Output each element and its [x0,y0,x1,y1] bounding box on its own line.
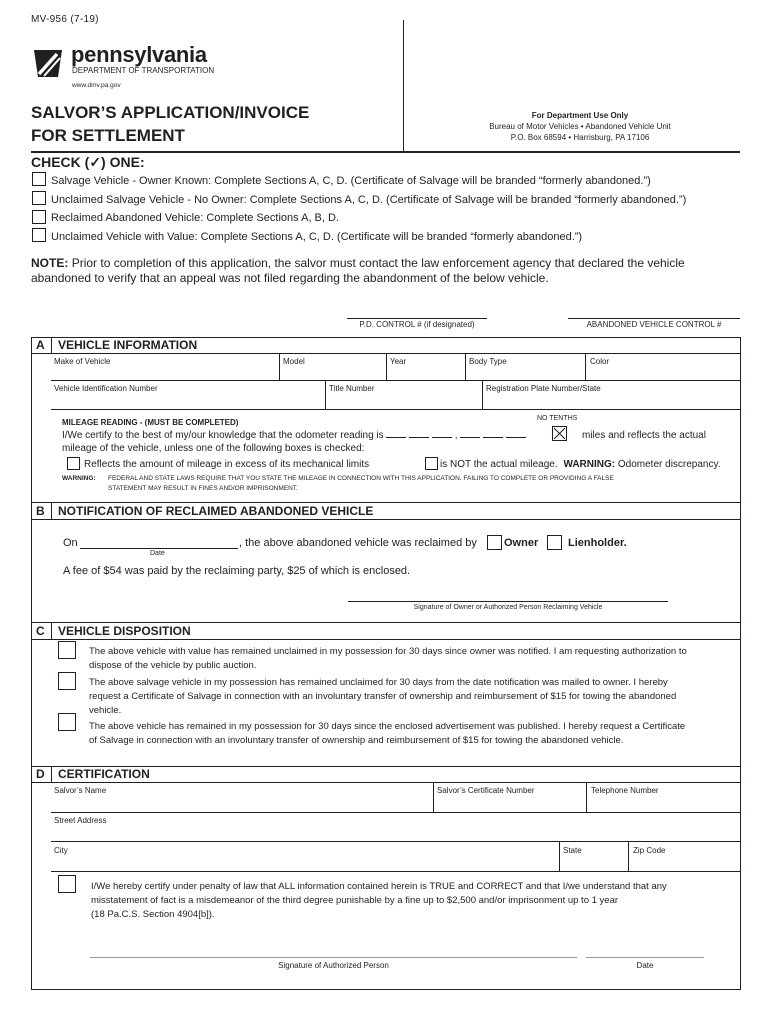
frame-left [31,337,32,990]
discrepancy-warning-text: Odometer discrepancy. [617,459,721,470]
odometer-digits-input-2[interactable] [409,437,429,438]
section-c-letter-divider [51,622,52,639]
disposition-2-checkbox[interactable] [58,672,76,690]
a-row2-div2 [482,380,483,409]
make-field-label: Make of Vehicle [54,357,111,366]
a-row2-rule [51,409,741,410]
fee-text: A fee of $54 was paid by the reclaiming party, $25 of which is enclosed. [63,565,411,577]
section-d-title-rule [31,782,741,783]
telephone-label: Telephone Number [591,786,659,795]
mileage-warning-label: WARNING: [62,475,96,482]
signature-date-caption: Date [636,961,654,970]
mileage-excess-label: Reflects the amount of mileage in excess of its mechanical limits [84,459,370,470]
reclaimed-by-lienholder-label: Lienholder. [568,537,627,549]
no-tenths-x-box-icon [552,426,567,441]
agency-department: DEPARTMENT OF TRANSPORTATION [72,66,215,75]
a-row1-div1 [279,353,280,380]
d-row3-div2 [628,841,629,871]
disposition-2-line3: vehicle. [89,705,122,716]
section-a-letter: A [36,338,45,352]
odometer-certify-line2: mileage of the vehicle, unless one of the following boxes is checked: [62,443,365,454]
note-label: NOTE: [31,256,69,270]
no-tenths-label: NO TENTHS [537,415,578,422]
d-row1-rule [51,812,741,813]
disposition-1-line1: The above vehicle with value has remained unclaimed in my possession for 30 days since owner was notified. I am requesting authorization to [89,646,687,657]
owner-signature-caption: Signature of Owner or Authorized Person Reclaiming Vehicle [413,604,603,611]
mileage-warning-line1: FEDERAL AND STATE LAWS REQUIRE THAT YOU STATE THE MILEAGE IN CONNECTION WITH THIS APPLICATION. FAILING TO COMPLETE OR PROVIDING A FALSE [108,475,614,482]
authorized-signature-line[interactable] [90,957,577,958]
frame-bottom [31,989,741,990]
department-use-line1: Bureau of Motor Vehicles • Abandoned Vehicle Unit [489,122,671,131]
disposition-1-line2: dispose of the vehicle by public auction. [89,660,257,671]
check-option-1-box[interactable] [32,172,46,186]
mileage-not-actual-checkbox[interactable] [425,457,438,470]
street-address-label: Street Address [54,816,107,825]
a-row1-div3 [465,353,466,380]
agency-state: pennsylvania [71,42,207,67]
mileage-excess-checkbox[interactable] [67,457,80,470]
section-a-letter-divider [51,337,52,353]
signature-date-line[interactable] [586,957,704,958]
state-label: State [563,846,582,855]
section-c-top-rule [31,622,741,623]
a-row1-div2 [386,353,387,380]
certification-checkbox[interactable] [58,875,76,893]
salvor-name-label: Salvor’s Name [54,786,107,795]
odometer-certify-suffix: miles and reflects the actual [582,430,706,441]
reclaim-date-input[interactable] [80,548,238,549]
reclaimed-by-lienholder-checkbox[interactable] [547,535,562,550]
mileage-warning-line2: STATEMENT MAY RESULT IN FINES AND/OR IMPRISONMENT. [108,485,298,492]
check-option-2-label: Unclaimed Salvage Vehicle - No Owner: Complete Sections A, C, D. (Certificate of Salvage will be branded “formerly abandoned.”) [51,194,687,206]
d-row2-rule [51,841,741,842]
reclaim-on-label: On [63,537,78,549]
section-d-letter-divider [51,766,52,782]
certification-line3: (18 Pa.C.S. Section 4904[b]). [91,909,215,920]
agency-website: www.dmv.pa.gov [72,82,121,89]
model-field-label: Model [283,357,305,366]
a-row2-div1 [325,380,326,409]
section-b-letter-divider [51,502,52,519]
department-use-heading: For Department Use Only [531,111,629,120]
form-title-line2: FOR SETTLEMENT [31,126,185,145]
disposition-3-text [89,720,734,748]
d-row3-rule [51,871,741,872]
disposition-3-checkbox[interactable] [58,713,76,731]
zip-label: Zip Code [633,846,666,855]
a-row1-rule [51,380,741,381]
d-row1-div1 [433,782,434,812]
certification-text [91,880,731,922]
note-text: Prior to completion of this application, the salvor must contact the law enforcement agency that declared the vehicle abandoned to verify that an appeal was not filed regarding the abandonment of the below vehicle. [31,256,685,285]
header-divider [403,20,404,152]
color-field-label: Color [590,357,610,366]
section-b-title: NOTIFICATION OF RECLAIMED ABANDONED VEHICLE [58,504,374,518]
pd-control-label: P.D. CONTROL # (if designated) [359,320,475,329]
d-row3-div1 [559,841,560,871]
year-field-label: Year [390,357,407,366]
frame-right [740,337,741,990]
section-b-top-rule [31,502,741,503]
section-b-title-rule [31,519,741,520]
d-row1-div2 [586,782,587,812]
disposition-1-text [89,645,734,673]
form-title-line1: SALVOR’S APPLICATION/INVOICE [31,103,310,122]
check-option-1-label: Salvage Vehicle - Owner Known: Complete Sections A, C, D. (Certificate of Salvage will be branded “formerly abandoned.”) [51,175,651,187]
certificate-number-label: Salvor’s Certificate Number [437,786,535,795]
discrepancy-warning-label: WARNING: [563,459,616,470]
section-c-title: VEHICLE DISPOSITION [58,624,191,638]
authorized-signature-caption: Signature of Authorized Person [278,961,389,970]
section-b-letter: B [36,504,45,518]
odometer-digits-input-1[interactable] [386,437,406,438]
check-option-2-box[interactable] [32,191,46,205]
department-use-line2: P.O. Box 68594 • Harrisburg, PA 17106 [510,133,650,142]
certification-line1: I/We hereby certify under penalty of law that ALL information contained herein is TRUE and CORRECT and that I/we understand that any [91,881,667,892]
odometer-digits-input-3[interactable] [432,437,452,438]
title-number-field-label: Title Number [329,384,375,393]
section-c-letter: C [36,624,45,638]
check-option-4-box[interactable] [32,228,46,242]
odometer-certify-prefix: I/We certify to the best of my/our knowledge that the odometer reading is [62,430,384,441]
odometer-certify-line: I/We certify to the best of my/our knowledge that the odometer reading is , [62,430,526,441]
mileage-not-actual-line [440,459,721,470]
section-d-title: CERTIFICATION [58,767,150,781]
disposition-3-line2: of Salvage in connection with an involuntary transfer of ownership and reimbursement of $15 for towing the abandoned vehicle. [89,735,624,746]
check-option-4-label: Unclaimed Vehicle with Value: Complete Sections A, C, D. (Certificate will be branded “formerly abandoned.”) [51,231,583,243]
form-number: MV-956 (7-19) [31,14,99,25]
disposition-3-line1: The above vehicle has remained in my possession for 30 days since the enclosed advertisement was published. I hereby request a Certificate [89,721,686,732]
mileage-not-actual-label: is NOT the actual mileage. [440,459,558,470]
odometer-digits-input-4[interactable] [460,437,480,438]
check-option-3-label: Reclaimed Abandoned Vehicle: Complete Sections A, B, D. [51,212,340,224]
city-label: City [54,846,68,855]
disposition-2-line1: The above salvage vehicle in my possession has remained unclaimed for 30 days from the date notification was mailed to owner. I hereby [89,677,668,688]
check-option-3-box[interactable] [32,210,46,224]
odometer-digits-input-5[interactable] [483,437,503,438]
abandoned-control-line[interactable] [568,318,740,319]
a-row1-div4 [585,353,586,380]
certification-line2: misstatement of fact is a misdemeanor of the third degree punishable by a fine up to $2,500 and/or imprisonment up to 1 year [91,895,619,906]
disposition-1-checkbox[interactable] [58,641,76,659]
abandoned-control-label: ABANDONED VEHICLE CONTROL # [586,320,722,329]
odometer-digits-input-6[interactable] [506,437,526,438]
check-one-heading: CHECK (✓) ONE: [31,154,145,170]
reclaim-date-caption: Date [150,550,165,557]
body-type-field-label: Body Type [469,357,507,366]
section-c-title-rule [31,639,741,640]
section-d-letter: D [36,767,45,781]
note [31,256,741,286]
reclaim-text: , the above abandoned vehicle was reclaimed by [239,537,477,549]
plate-field-label: Registration Plate Number/State [486,384,601,393]
section-a-title: VEHICLE INFORMATION [58,338,198,352]
disposition-2-text [89,676,734,718]
mileage-heading: MILEAGE READING - (MUST BE COMPLETED) [62,418,239,427]
disposition-2-line2: request a Certificate of Salvage in connection with an involuntary transfer of ownership and reimbursement of $15 for towing the abandoned [89,691,677,702]
owner-signature-line[interactable] [348,601,668,602]
keystone-logo-icon [31,46,65,80]
vin-field-label: Vehicle Identification Number [54,384,158,393]
pd-control-line[interactable] [347,318,487,319]
header-rule [31,151,740,153]
reclaimed-by-owner-checkbox[interactable] [487,535,502,550]
reclaimed-by-owner-label: Owner [504,537,539,549]
